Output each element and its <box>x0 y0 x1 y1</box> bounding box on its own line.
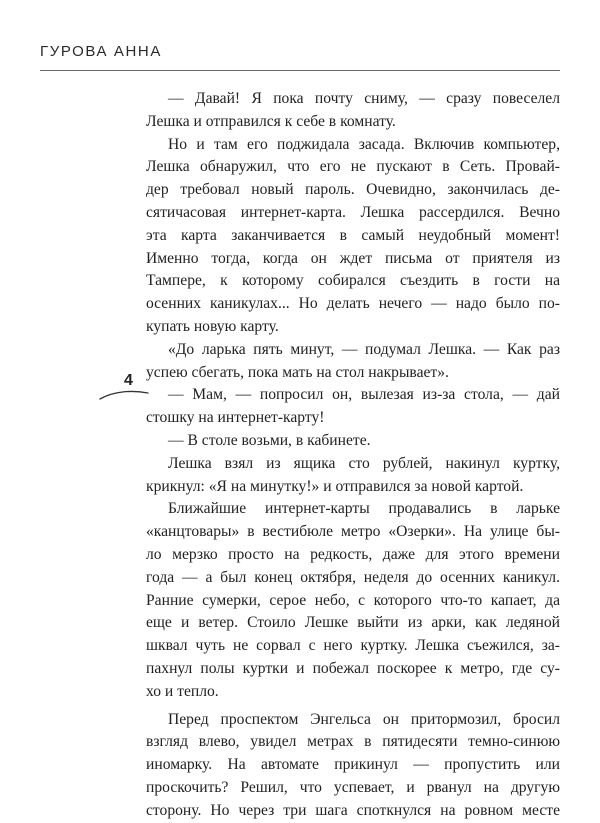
page-number: 4 <box>124 372 133 389</box>
text-line: Лешка обнаружил, что его не пускают в Сеть. Провай- <box>146 158 560 176</box>
text-line: еще и ветер. Стоило Лешке выйти из арки, как ледяной <box>146 614 560 632</box>
text-line: эта карта заканчивается в самый неудобный момент! <box>146 226 560 244</box>
text-line: пахнул полы куртки и побежал поскорее к метро, где су- <box>146 659 560 677</box>
text-line: взгляд влево, увидел метрах в пятидесяти темно-синюю <box>146 733 560 751</box>
text-line: проскочить? Решил, что успевает, и рванул на другую <box>146 778 560 796</box>
text-line: осенних каникулах... Но делать нечего — надо было по- <box>146 295 560 313</box>
page-number-swash-ornament <box>98 388 150 402</box>
text-line: Ранние сумерки, серое небо, с которого что-то капает, да <box>146 591 560 609</box>
text-line: — Давай! Я пока почту сниму, — сразу повеселел <box>168 90 560 107</box>
text-line: — Мам, — попросил он, вылезая из-за стола, — дай <box>168 386 560 404</box>
text-line: «канцтовары» в вестибюле метро «Озерки». На улице бы- <box>146 523 560 541</box>
text-line: — В столе возьми, в кабинете. <box>168 431 371 449</box>
text-line: хо и тепло. <box>146 682 219 700</box>
text-line: Тампере, к которому собирался съездить в гости на <box>146 272 560 290</box>
text-line: дер требовал новый пароль. Очевидно, закончилась де- <box>146 181 560 199</box>
text-line: сторону. Но через три шага споткнулся на ровном месте <box>146 801 560 819</box>
text-line: сятичасовая интернет-карта. Лешка рассердился. Вечно <box>146 203 560 221</box>
text-line: Лешка и отправился к себе в комнату. <box>146 112 396 130</box>
text-line: купать новую карту. <box>146 317 279 335</box>
text-line: иномарку. На автомате прикинул — пропустить или <box>146 756 560 774</box>
text-line: успею сбегать, пока мать на стол накрывает». <box>146 363 449 381</box>
text-line: года — а был конец октября, неделя до осенних каникул. <box>146 568 560 586</box>
text-line: ло мерзко просто на редкость, даже для этого времени <box>146 545 560 563</box>
text-line: Ближайшие интернет-карты продавались в ларьке <box>168 500 560 518</box>
text-line: «До ларька пять минут, — подумал Лешка. — Как раз <box>168 340 560 358</box>
text-line: Перед проспектом Энгельса он притормозил, бросил <box>168 710 560 728</box>
text-line: стошку на интернет-карту! <box>146 409 325 427</box>
text-line: Но и там его поджидала засада. Включив компьютер, <box>168 135 560 153</box>
header-rule <box>40 70 560 71</box>
text-line: Именно тогда, когда он ждет письма от приятеля из <box>146 249 560 267</box>
running-head-author: ГУРОВА АННА <box>40 43 162 60</box>
text-line: крикнул: «Я на минутку!» и отправился за новой картой. <box>146 477 524 495</box>
text-line: шквал чуть не сорвал с него куртку. Лешка съежился, за- <box>146 637 560 655</box>
body-text <box>146 88 560 823</box>
text-line: Лешка взял из ящика сто рублей, накинул куртку, <box>168 454 560 472</box>
